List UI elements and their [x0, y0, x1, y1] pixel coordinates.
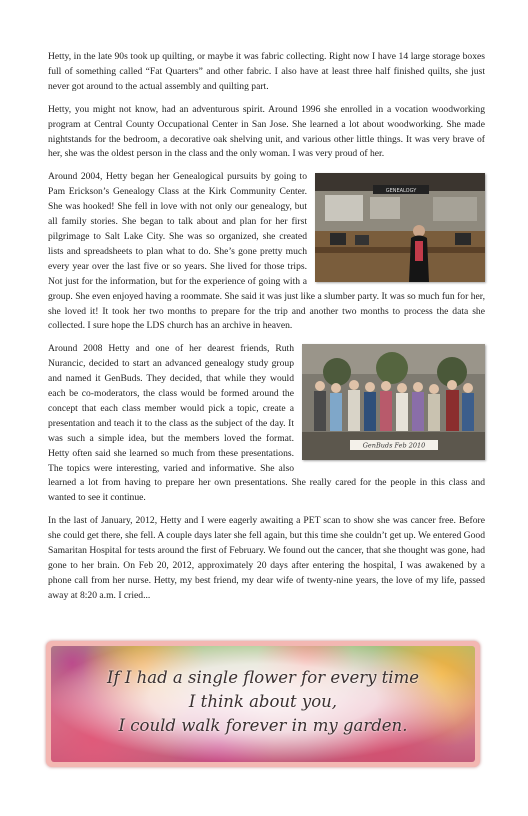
poem-line-2: I think about you,	[188, 692, 338, 711]
poem-text	[51, 666, 475, 738]
flower-garden-background	[51, 646, 475, 762]
poem-line-3: I could walk forever in my garden.	[118, 716, 408, 735]
poem-banner	[46, 641, 480, 767]
article-body	[48, 50, 485, 612]
genbuds-group-photo	[302, 344, 485, 460]
group-photo-caption: GenBuds Feb 2010	[362, 441, 426, 450]
poem-line-1: If I had a single flower for every time	[107, 668, 419, 687]
library-photo	[315, 173, 485, 282]
paragraph-genealogy: Around 2004, Hetty began her Genealogical pursuits by going to Pam Erickson’s Genealogy Class at the Kirk Community Center. She was hooked! She fell in love with not only our genealogy, but all family stories. She began to talk about and plan for her first pilgrimage to Salt Lake City. She was so organized, she created lists and spreadsheets to plan what to do. She’s gone pretty much every year over the last five or so years. She lived for those trips. Not just for the information, but for the experience of going with a group. She even enjoyed having a roommate. She said it was just like a slumber party. It was so much fun for her, she loved it! It took her two months to prepare for the trip and another two months to process the data she collected. I sure hope the LDS church has an archive in heaven.	[48, 171, 485, 332]
library-sign-text: GENEALOGY	[385, 188, 417, 195]
paragraph-woodworking: Hetty, you might not know, had an adventurous spirit. Around 1996 she enrolled in a vocation woodworking program at Central County Occupational Center in San Jose. She learned a lot about woodworking. She made nightstands for the bedroom, a decorative oak shelving unit, and various other little things. It was very brave of her, she was the oldest person in the class and the only woman. I was very proud of her.	[48, 103, 485, 160]
paragraph-genbuds: Around 2008 Hetty and one of her dearest friends, Ruth Nurancic, decided to start an advanced genealogy study group and named it GenBuds. They decided, that while they would each be co-moderators, the class would be formed around the concept that each class member would pick a topic, create a presentation and teach it to the class as the subject of the day. It was such a simple idea, but the members loved the format. Hetty often said she learned so much from these presentations. The topics were interesting, varied and informative. She also learned a lot from having to prepare her own presentations. She really cared for the people in this class and wanted to see it continue.	[48, 343, 485, 504]
paragraph-hospital: In the last of January, 2012, Hetty and I were eagerly awaiting a PET scan to show she was cancer free. Before she could get there, she fell. A couple days later she fell again, but this time she couldn’t get up. We entered Good Samaritan Hospital for tests around the first of February. We found out the cancer, that she thought was gone, had gone to her brain. On Feb 20, 2012, approximately 20 days after entering the hospital, I was awakened by a phone call from her nurse. Hetty, my best friend, my dear wife of twenty-nine years, the love of my life, passed away at 8:20 a.m. I cried...	[48, 515, 485, 601]
paragraph-quilting: Hetty, in the late 90s took up quilting, or maybe it was fabric collecting. Right now I have 14 large storage boxes full of something called “Fat Quarters” and other fabric. I also have at least three half finished quilts, she just never got around to the actual assembly and quilting part.	[48, 51, 485, 92]
